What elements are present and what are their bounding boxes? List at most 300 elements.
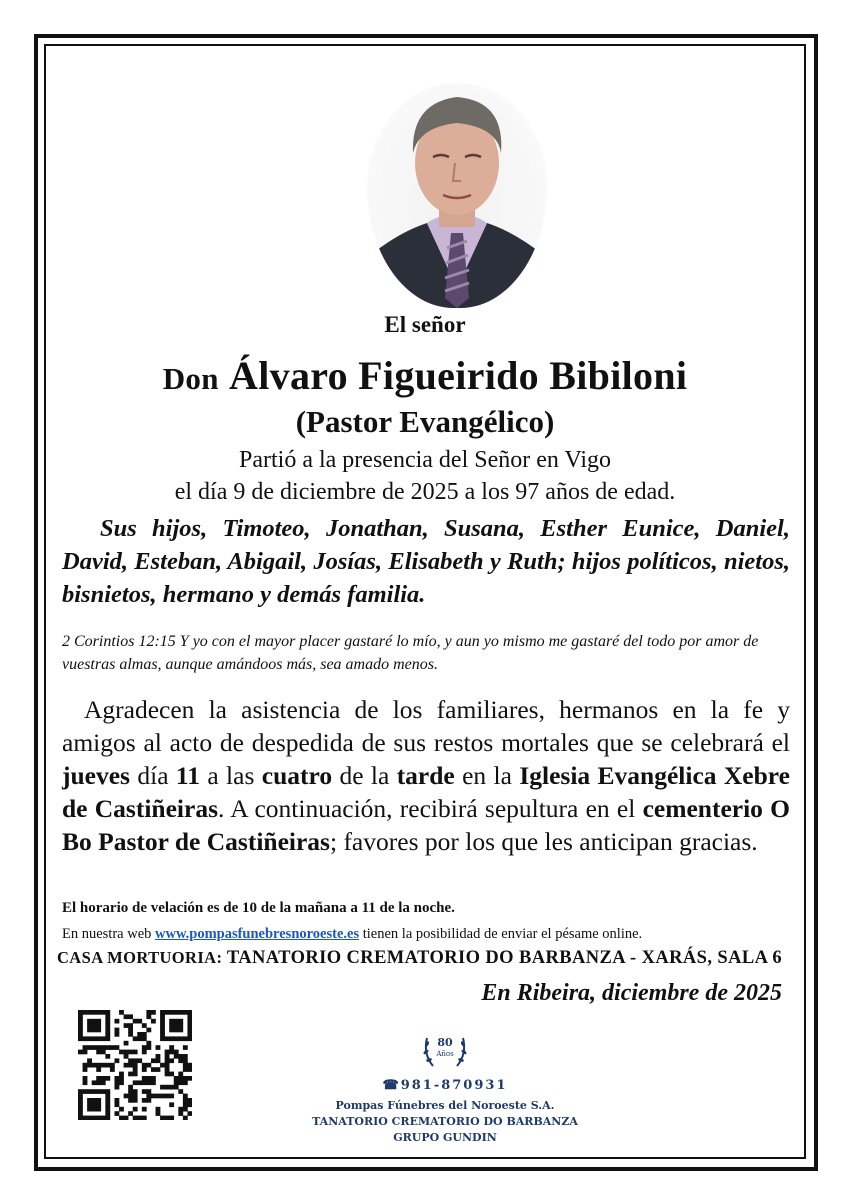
qr-module <box>183 1076 188 1081</box>
company-name: Pompas Fúnebres del Noroeste S.A. <box>335 1099 555 1112</box>
qr-module <box>87 1045 92 1050</box>
qr-module <box>142 1098 147 1103</box>
qr-module <box>160 1019 165 1024</box>
qr-module <box>165 1094 170 1099</box>
qr-module <box>133 1019 138 1024</box>
qr-module <box>160 1116 165 1120</box>
phone-line <box>300 1078 590 1093</box>
qr-module <box>87 1089 92 1094</box>
qr-module <box>183 1054 188 1059</box>
qr-module <box>187 1067 192 1072</box>
text-fragment: de la <box>332 761 397 790</box>
qr-module <box>174 1023 179 1028</box>
text-fragment: día <box>129 761 176 790</box>
qr-module <box>114 1076 119 1081</box>
qr-module <box>137 1032 142 1037</box>
qr-module <box>133 1067 138 1072</box>
qr-module <box>183 1036 188 1041</box>
qr-module <box>87 1116 92 1120</box>
qr-module <box>165 1072 170 1077</box>
qr-module <box>101 1036 106 1041</box>
role-line: (Pastor Evangélico) <box>295 404 555 439</box>
qr-module <box>114 1080 119 1085</box>
qr-module <box>101 1063 106 1068</box>
qr-module <box>78 1098 83 1103</box>
qr-module <box>169 1023 174 1028</box>
qr-module <box>78 1089 83 1094</box>
qr-module <box>78 1036 83 1041</box>
qr-module <box>133 1072 138 1077</box>
qr-module <box>133 1116 138 1120</box>
qr-module <box>169 1094 174 1099</box>
qr-module <box>174 1019 179 1024</box>
qr-module <box>124 1041 129 1046</box>
qr-module <box>83 1080 88 1085</box>
qr-module <box>124 1116 129 1120</box>
qr-module <box>124 1063 129 1068</box>
qr-module <box>137 1036 142 1041</box>
qr-module <box>146 1089 151 1094</box>
qr-module <box>87 1019 92 1024</box>
qr-module <box>96 1028 101 1033</box>
qr-module <box>133 1094 138 1099</box>
qr-module <box>96 1107 101 1112</box>
qr-module <box>105 1014 110 1019</box>
qr-module <box>187 1010 192 1015</box>
qr-module <box>101 1045 106 1050</box>
qr-module <box>146 1094 151 1099</box>
qr-module <box>146 1098 151 1103</box>
qr-module <box>165 1058 170 1063</box>
qr-module <box>174 1085 179 1090</box>
qr-module <box>78 1116 83 1120</box>
church-name: Iglesia Evangélica Xebre de Castiñeiras <box>62 761 790 823</box>
qr-module <box>146 1010 151 1015</box>
qr-module <box>156 1045 161 1050</box>
qr-module <box>169 1045 174 1050</box>
qr-module <box>105 1028 110 1033</box>
qr-module <box>96 1010 101 1015</box>
family-paragraph: Sus hijos, Timoteo, Jonathan, Susana, Esther Eunice, Daniel, David, Esteban, Abigail, Josías, Elisabeth y Ruth; hijos políticos, nietos, bisnietos, hermano y demás familia. <box>62 515 790 608</box>
qr-module <box>92 1098 97 1103</box>
qr-module <box>78 1102 83 1107</box>
qr-module <box>105 1036 110 1041</box>
death-place-line: Partió a la presencia del Señor en Vigo <box>239 447 611 473</box>
qr-module <box>78 1028 83 1033</box>
qr-module <box>114 1032 119 1037</box>
qr-module <box>83 1036 88 1041</box>
qr-module <box>128 1014 133 1019</box>
qr-module <box>183 1107 188 1112</box>
qr-module <box>101 1076 106 1081</box>
qr-module <box>87 1063 92 1068</box>
qr-module <box>96 1098 101 1103</box>
qr-module <box>178 1107 183 1112</box>
qr-module <box>169 1036 174 1041</box>
qr-module <box>128 1058 133 1063</box>
qr-module <box>174 1076 179 1081</box>
qr-module <box>114 1085 119 1090</box>
qr-module <box>105 1045 110 1050</box>
qr-module <box>165 1050 170 1055</box>
qr-module <box>96 1116 101 1120</box>
qr-module <box>105 1019 110 1024</box>
qr-module <box>133 1080 138 1085</box>
qr-module <box>187 1019 192 1024</box>
qr-module <box>160 1032 165 1037</box>
text-fragment: a las <box>199 761 262 790</box>
qr-module <box>146 1041 151 1046</box>
qr-module <box>87 1010 92 1015</box>
qr-module <box>146 1045 151 1050</box>
qr-module <box>128 1098 133 1103</box>
qr-module <box>187 1032 192 1037</box>
qr-module <box>183 1116 188 1120</box>
day-word: jueves <box>62 761 130 790</box>
qr-module <box>165 1085 170 1090</box>
qr-module <box>133 1107 138 1112</box>
tanatorio-name: TANATORIO CREMATORIO DO BARBANZA <box>312 1115 578 1128</box>
qr-module <box>146 1028 151 1033</box>
qr-module <box>92 1107 97 1112</box>
qr-module <box>105 1094 110 1099</box>
qr-module <box>128 1085 133 1090</box>
qr-module <box>105 1023 110 1028</box>
death-date-line: el día 9 de diciembre de 2025 a los 97 años de edad. <box>174 479 676 505</box>
funeral-home-line <box>57 948 782 969</box>
qr-module <box>96 1080 101 1085</box>
qr-module <box>169 1085 174 1090</box>
place-date: En Ribeira, diciembre de 2025 <box>481 980 782 1006</box>
qr-module <box>156 1107 161 1112</box>
qr-module <box>142 1089 147 1094</box>
qr-module <box>165 1067 170 1072</box>
qr-module <box>133 1036 138 1041</box>
qr-module <box>187 1014 192 1019</box>
qr-module <box>174 1050 179 1055</box>
qr-module <box>92 1045 97 1050</box>
qr-module <box>160 1094 165 1099</box>
qr-module <box>160 1023 165 1028</box>
qr-module <box>78 1107 83 1112</box>
qr-module <box>96 1019 101 1024</box>
qr-module <box>142 1107 147 1112</box>
qr-module <box>183 1098 188 1103</box>
time-of-day: tarde <box>396 761 455 790</box>
logo-number: 80 <box>437 1036 453 1049</box>
qr-module <box>187 1076 192 1081</box>
qr-module <box>142 1045 147 1050</box>
qr-module <box>160 1085 165 1090</box>
qr-module <box>142 1067 147 1072</box>
qr-module <box>119 1050 124 1055</box>
qr-module <box>105 1089 110 1094</box>
text-fragment: Agradecen la asistencia de los familiares, hermanos en la fe y amigos al acto de despedida de sus restos mortales que se celebrará el <box>62 695 790 757</box>
qr-module <box>178 1019 183 1024</box>
text-fragment: ; favores por los que les anticipan gracias. <box>329 827 758 856</box>
qr-module <box>178 1111 183 1116</box>
qr-module <box>169 1116 174 1120</box>
qr-module <box>183 1045 188 1050</box>
qr-module <box>105 1111 110 1116</box>
qr-module <box>160 1014 165 1019</box>
qr-module <box>119 1072 124 1077</box>
qr-module <box>160 1010 165 1015</box>
qr-module <box>137 1080 142 1085</box>
anniversary-logo <box>419 1022 471 1074</box>
telephone-icon: ☎ <box>382 1078 401 1093</box>
qr-module <box>119 1010 124 1015</box>
qr-module <box>178 1058 183 1063</box>
qr-module <box>183 1058 188 1063</box>
qr-module <box>92 1036 97 1041</box>
qr-module <box>96 1063 101 1068</box>
qr-module <box>183 1094 188 1099</box>
funeral-home-value: TANATORIO CREMATORIO DO BARBANZA - XARÁS, SALA 6 <box>226 948 782 968</box>
qr-module <box>78 1023 83 1028</box>
qr-module <box>124 1014 129 1019</box>
qr-module <box>133 1098 138 1103</box>
qr-module <box>151 1019 156 1024</box>
qr-module <box>105 1032 110 1037</box>
qr-module <box>178 1023 183 1028</box>
qr-module <box>110 1067 115 1072</box>
qr-module <box>128 1094 133 1099</box>
qr-module <box>114 1111 119 1116</box>
text-fragment: en la <box>454 761 520 790</box>
qr-module <box>151 1076 156 1081</box>
qr-module <box>187 1028 192 1033</box>
full-name: Álvaro Figueirido Bibiloni <box>229 353 688 398</box>
qr-module <box>96 1089 101 1094</box>
qr-module <box>142 1032 147 1037</box>
qr-module <box>110 1045 115 1050</box>
qr-module <box>187 1102 192 1107</box>
qr-module <box>156 1094 161 1099</box>
qr-module <box>169 1010 174 1015</box>
qr-module <box>156 1058 161 1063</box>
qr-module <box>160 1036 165 1041</box>
qr-module <box>105 1098 110 1103</box>
intro-line: El señor <box>384 312 466 337</box>
qr-module <box>178 1089 183 1094</box>
qr-module <box>105 1076 110 1081</box>
qr-module <box>96 1050 101 1055</box>
qr-module <box>142 1080 147 1085</box>
qr-module <box>169 1058 174 1063</box>
qr-module <box>114 1028 119 1033</box>
qr-module <box>187 1023 192 1028</box>
qr-module <box>114 1098 119 1103</box>
qr-module <box>87 1036 92 1041</box>
qr-module <box>165 1116 170 1120</box>
qr-module <box>178 1010 183 1015</box>
qr-module <box>146 1063 151 1068</box>
qr-module <box>87 1028 92 1033</box>
qr-module <box>151 1094 156 1099</box>
qr-module <box>178 1076 183 1081</box>
qr-module <box>124 1023 129 1028</box>
qr-module <box>137 1058 142 1063</box>
qr-module <box>105 1116 110 1120</box>
group-name: GRUPO GUNDIN <box>393 1131 497 1144</box>
qr-module <box>142 1023 147 1028</box>
qr-module <box>178 1054 183 1059</box>
day-number: 11 <box>175 761 200 790</box>
qr-module <box>146 1076 151 1081</box>
qr-module <box>183 1063 188 1068</box>
qr-module <box>165 1054 170 1059</box>
qr-module <box>96 1045 101 1050</box>
qr-module <box>187 1036 192 1041</box>
qr-module <box>160 1028 165 1033</box>
qr-module <box>128 1063 133 1068</box>
qr-module <box>92 1028 97 1033</box>
qr-module <box>83 1050 88 1055</box>
qr-module <box>92 1116 97 1120</box>
qr-module <box>169 1019 174 1024</box>
qr-module <box>92 1019 97 1024</box>
qr-module <box>178 1036 183 1041</box>
qr-module <box>78 1032 83 1037</box>
qr-module <box>133 1063 138 1068</box>
qr-module <box>78 1019 83 1024</box>
qr-module <box>187 1063 192 1068</box>
qr-module <box>105 1102 110 1107</box>
qr-module <box>169 1050 174 1055</box>
qr-module <box>137 1019 142 1024</box>
qr-module <box>114 1019 119 1024</box>
qr-module <box>165 1036 170 1041</box>
deceased-name <box>60 352 790 399</box>
qr-module <box>128 1050 133 1055</box>
qr-module <box>105 1010 110 1015</box>
qr-module <box>105 1054 110 1059</box>
qr-module <box>87 1102 92 1107</box>
qr-module <box>87 1058 92 1063</box>
qr-module <box>128 1072 133 1077</box>
qr-module <box>183 1067 188 1072</box>
qr-module <box>110 1063 115 1068</box>
qr-module <box>128 1089 133 1094</box>
ceremony-paragraph <box>62 693 790 858</box>
qr-module <box>96 1076 101 1081</box>
qr-module <box>96 1036 101 1041</box>
qr-module <box>142 1036 147 1041</box>
qr-module <box>83 1010 88 1015</box>
qr-module <box>174 1036 179 1041</box>
qr-module <box>151 1010 156 1015</box>
qr-module <box>187 1098 192 1103</box>
web-post: tienen la posibilidad de enviar el pésame online. <box>359 926 643 942</box>
portrait-photo <box>367 83 547 308</box>
qr-module <box>101 1089 106 1094</box>
qr-module <box>165 1010 170 1015</box>
name-prefix: Don <box>162 361 219 396</box>
qr-module <box>119 1076 124 1081</box>
qr-module <box>178 1028 183 1033</box>
qr-module <box>133 1089 138 1094</box>
qr-module <box>187 1111 192 1116</box>
logo-word: Años <box>436 1050 454 1058</box>
phone-number: 981-870931 <box>400 1078 508 1093</box>
qr-module <box>96 1102 101 1107</box>
qr-module <box>174 1010 179 1015</box>
qr-module <box>92 1023 97 1028</box>
hour-word: cuatro <box>261 761 333 790</box>
qr-module <box>114 1045 119 1050</box>
qr-module <box>78 1050 83 1055</box>
qr-module <box>124 1094 129 1099</box>
qr-module <box>92 1080 97 1085</box>
qr-module <box>169 1102 174 1107</box>
qr-module <box>87 1107 92 1112</box>
text-fragment: . A continuación, recibirá sepultura en el <box>218 794 643 823</box>
qr-module <box>78 1014 83 1019</box>
qr-module <box>83 1076 88 1081</box>
qr-module <box>142 1050 147 1055</box>
qr-module <box>137 1116 142 1120</box>
qr-module <box>83 1063 88 1068</box>
qr-module <box>183 1102 188 1107</box>
qr-code[interactable] <box>78 1010 192 1120</box>
qr-module <box>83 1067 88 1072</box>
qr-module <box>174 1028 179 1033</box>
qr-module <box>174 1080 179 1085</box>
qr-module <box>142 1076 147 1081</box>
qr-module <box>128 1032 133 1037</box>
qr-module <box>133 1058 138 1063</box>
qr-module <box>83 1089 88 1094</box>
qr-module <box>156 1111 161 1116</box>
qr-module <box>183 1080 188 1085</box>
qr-module <box>78 1010 83 1015</box>
qr-module <box>101 1010 106 1015</box>
cemetery-name: cementerio O Bo Pastor de Castiñeiras <box>62 794 790 856</box>
website-link[interactable]: www.pompasfunebresnoroeste.es <box>155 926 360 942</box>
qr-module <box>151 1058 156 1063</box>
qr-module <box>151 1067 156 1072</box>
qr-module <box>101 1050 106 1055</box>
qr-module <box>146 1014 151 1019</box>
qr-module <box>105 1107 110 1112</box>
qr-module <box>101 1080 106 1085</box>
qr-module <box>96 1023 101 1028</box>
qr-module <box>128 1111 133 1116</box>
wake-hours: El horario de velación es de 10 de la mañana a 11 de la noche. <box>62 900 455 916</box>
qr-module <box>124 1050 129 1055</box>
web-line <box>62 926 642 943</box>
qr-module <box>156 1054 161 1059</box>
qr-module <box>169 1072 174 1077</box>
qr-module <box>119 1116 124 1120</box>
qr-module <box>174 1054 179 1059</box>
qr-module <box>142 1116 147 1120</box>
web-pre: En nuestra web <box>62 926 156 942</box>
qr-module <box>151 1080 156 1085</box>
qr-module <box>87 1098 92 1103</box>
qr-module <box>83 1045 88 1050</box>
qr-module <box>169 1028 174 1033</box>
qr-module <box>92 1089 97 1094</box>
qr-module <box>92 1010 97 1015</box>
qr-module <box>119 1080 124 1085</box>
qr-module <box>146 1080 151 1085</box>
qr-module <box>142 1063 147 1068</box>
qr-module <box>105 1063 110 1068</box>
qr-module <box>114 1102 119 1107</box>
qr-module <box>101 1116 106 1120</box>
